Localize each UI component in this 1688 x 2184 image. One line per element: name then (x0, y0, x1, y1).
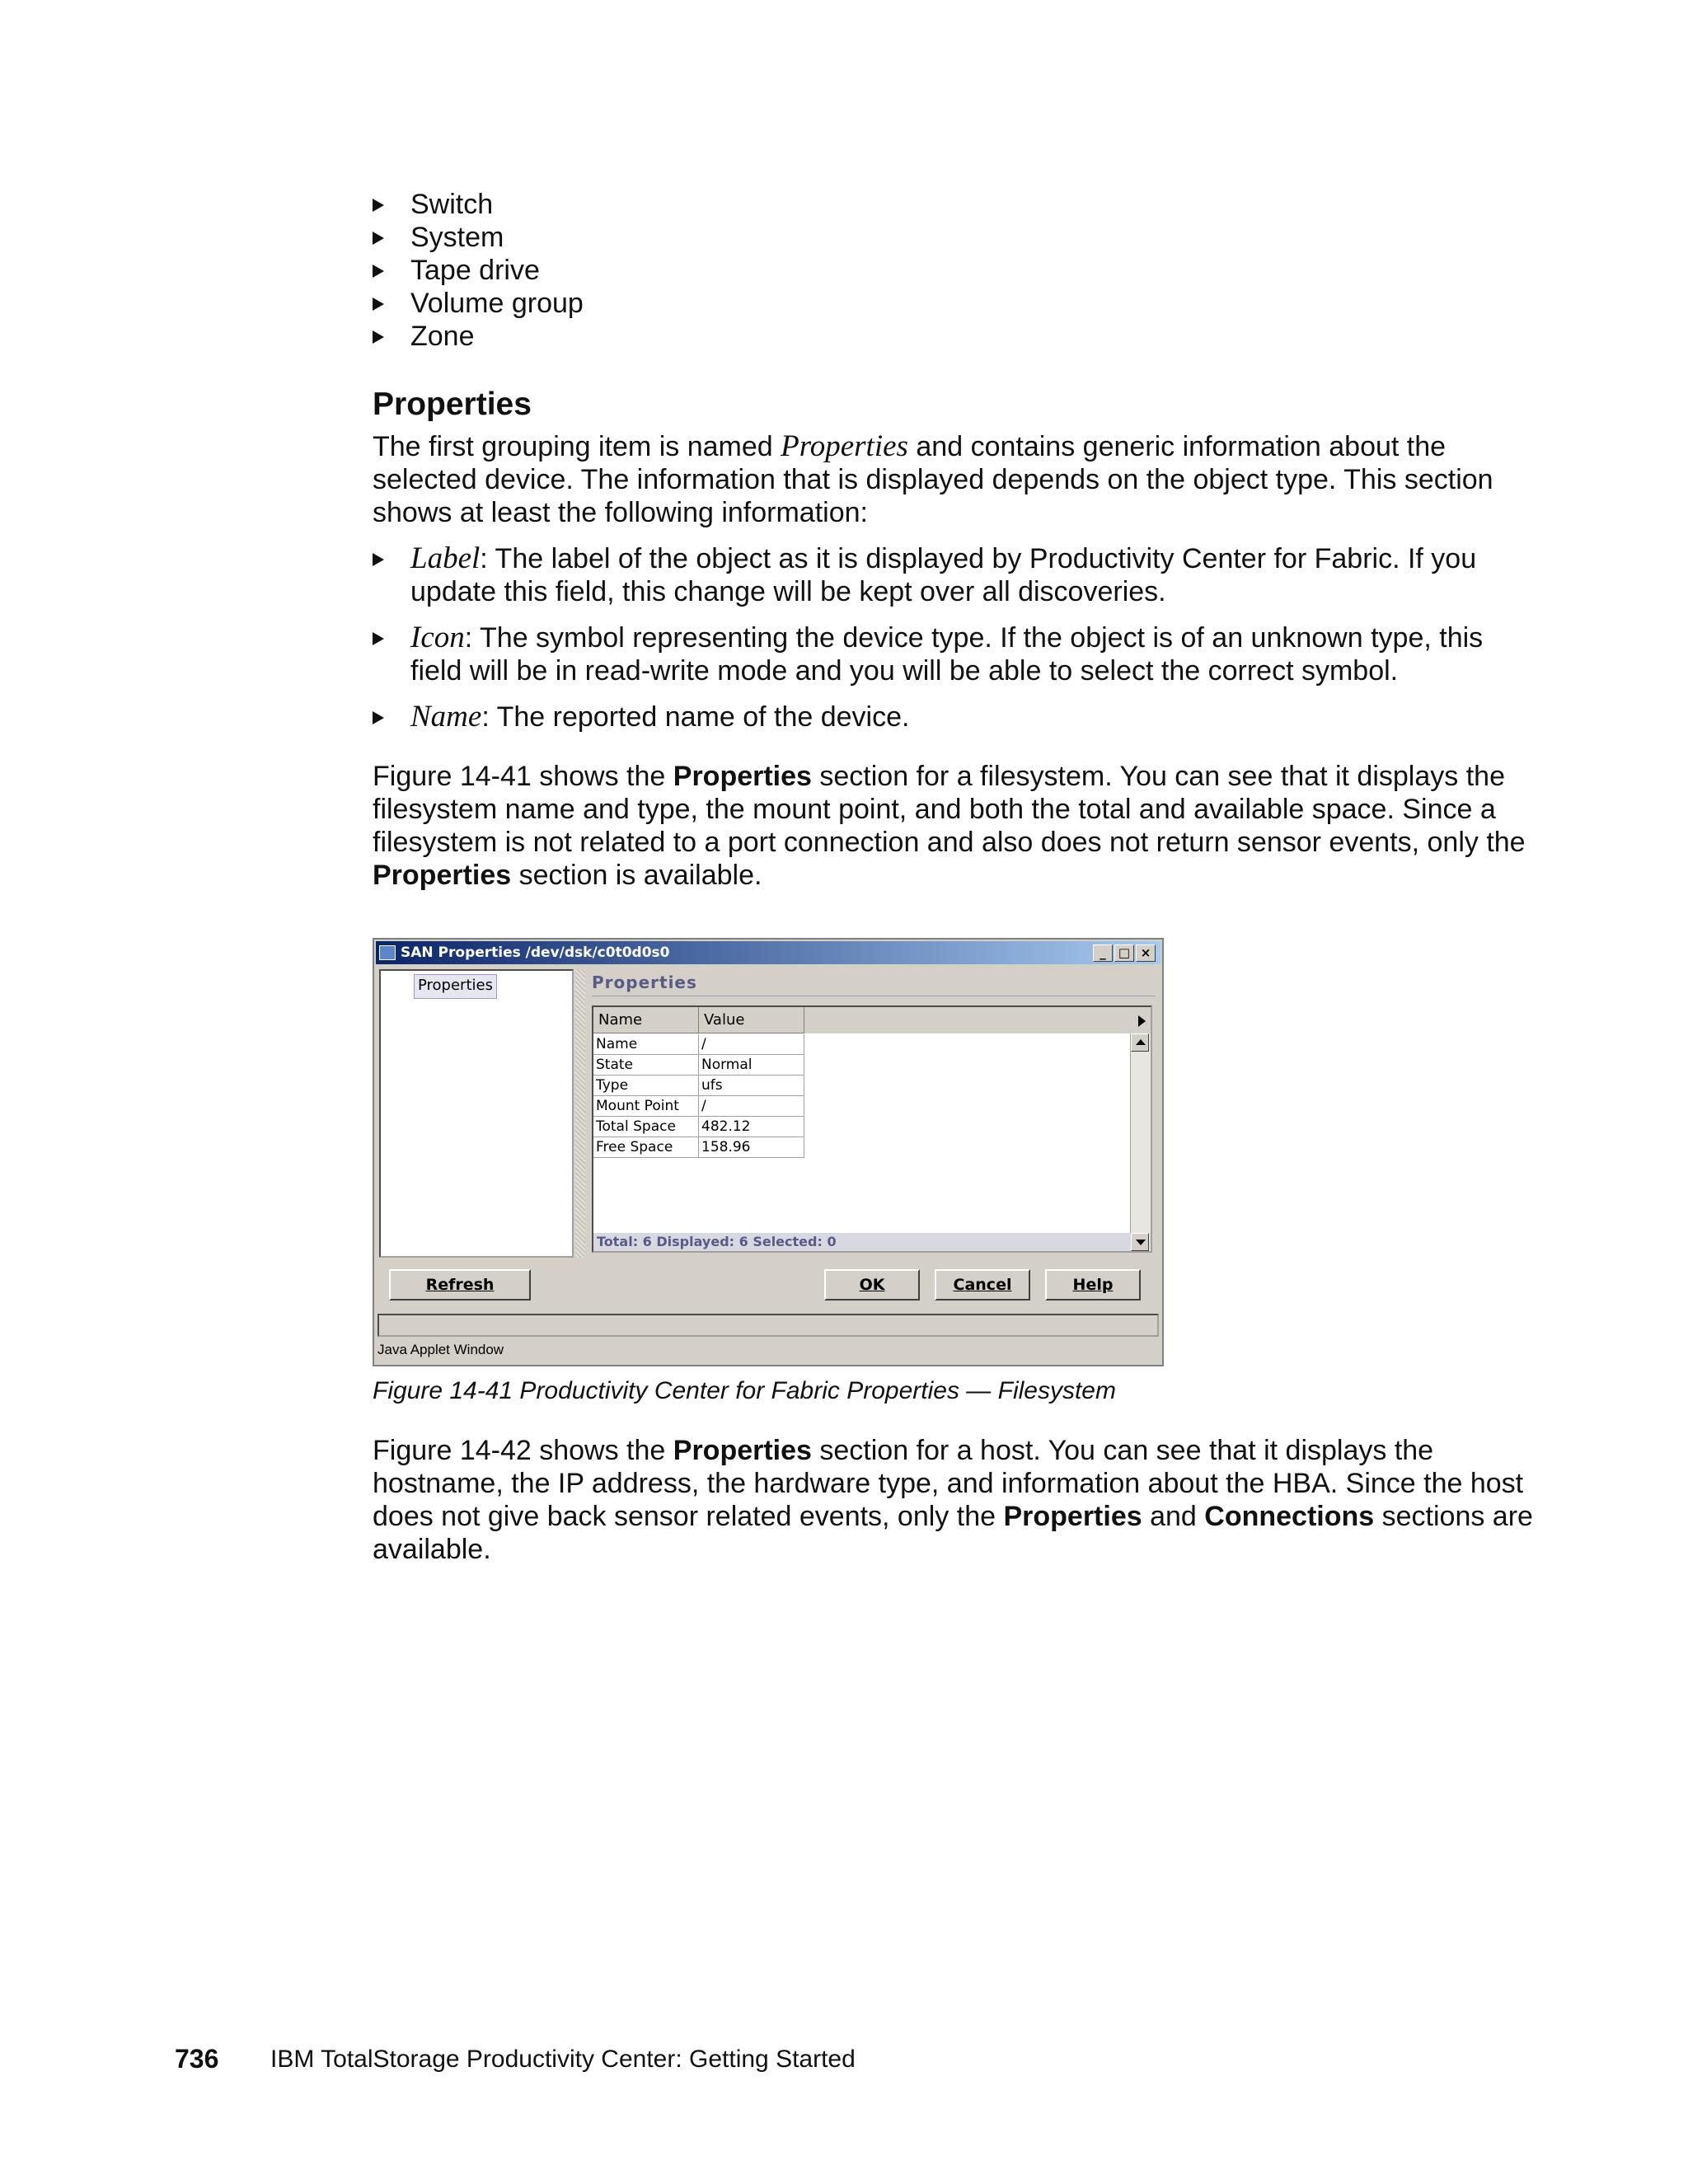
filesystem-paragraph: Figure 14-41 shows the Properties section for a filesystem. You can see that it displays the filesystem name and type, the mount point, and both the total and available space. Since a filesystem is not related to a port connection and also does not return sensor events, only the Properties section is available. (373, 761, 1526, 891)
table-row[interactable]: State Normal (593, 1055, 804, 1076)
maximize-icon[interactable]: □ (1114, 944, 1134, 962)
column-header-name[interactable]: Name (593, 1007, 699, 1033)
book-title: IBM TotalStorage Productivity Center: Getting Started (270, 2046, 856, 2073)
pane-section-title: Properties (592, 972, 697, 992)
san-properties-window (373, 938, 1164, 1366)
triangle-bullet-icon (373, 298, 384, 311)
host-paragraph: Figure 14-42 shows the Properties section for a host. You can see that it displays the hostname, the IP address, the hardware type, and information about the HBA. Since the host does not give back sensor related events, only the Properties and Connections sections are available. (373, 1435, 1533, 1565)
ok-button[interactable]: OK (824, 1269, 920, 1301)
triangle-bullet-icon (373, 711, 384, 724)
window-titlebar[interactable] (376, 941, 1160, 964)
section-heading: Properties (373, 387, 532, 422)
help-button[interactable]: Help (1045, 1269, 1141, 1301)
scroll-down-button[interactable] (1131, 1233, 1149, 1251)
scroll-right-icon[interactable] (1138, 1015, 1146, 1027)
table-row[interactable]: Type ufs (593, 1076, 804, 1096)
triangle-bullet-icon (373, 632, 384, 645)
triangle-bullet-icon (373, 553, 384, 566)
properties-pane (587, 969, 1159, 1258)
applet-label: Java Applet Window (377, 1342, 504, 1357)
cancel-button[interactable]: Cancel (935, 1269, 1030, 1301)
navigation-tree (379, 969, 574, 1258)
triangle-bullet-icon (373, 232, 384, 245)
status-bar (377, 1314, 1159, 1337)
table-row[interactable]: Free Space 158.96 (593, 1137, 804, 1158)
table-row[interactable]: Mount Point / (593, 1096, 804, 1117)
arrow-up-icon (1136, 1039, 1146, 1045)
triangle-bullet-icon (373, 330, 384, 344)
triangle-bullet-icon (373, 265, 384, 278)
app-icon (379, 945, 396, 960)
table-row[interactable]: Name / (593, 1034, 804, 1055)
figure-caption: Figure 14-41 Productivity Center for Fabric Properties — Filesystem (373, 1377, 1116, 1404)
triangle-bullet-icon (373, 199, 384, 212)
close-icon[interactable]: × (1136, 944, 1156, 962)
column-header-value[interactable]: Value (699, 1007, 804, 1033)
refresh-button[interactable]: Refresh (389, 1269, 531, 1301)
pane-splitter[interactable] (575, 969, 585, 1258)
tree-item-properties[interactable]: Properties (414, 974, 497, 999)
arrow-down-icon (1136, 1240, 1146, 1245)
page-number: 736 (175, 2044, 219, 2074)
properties-table (592, 1005, 1152, 1253)
minimize-icon[interactable]: _ (1093, 944, 1113, 962)
table-header (593, 1007, 1151, 1033)
intro-paragraph: The first grouping item is named Properties and contains generic information about the selected device. The information that is displayed depends on the object type. This section shows at least the following information: (373, 429, 1493, 528)
table-status: Total: 6 Displayed: 6 Selected: 0 (593, 1233, 1131, 1251)
vertical-scrollbar[interactable] (1130, 1033, 1151, 1251)
table-row[interactable]: Total Space 482.12 (593, 1117, 804, 1137)
scroll-up-button[interactable] (1131, 1033, 1149, 1052)
window-title: SAN Properties /dev/dsk/c0t0d0s0 (401, 944, 670, 961)
